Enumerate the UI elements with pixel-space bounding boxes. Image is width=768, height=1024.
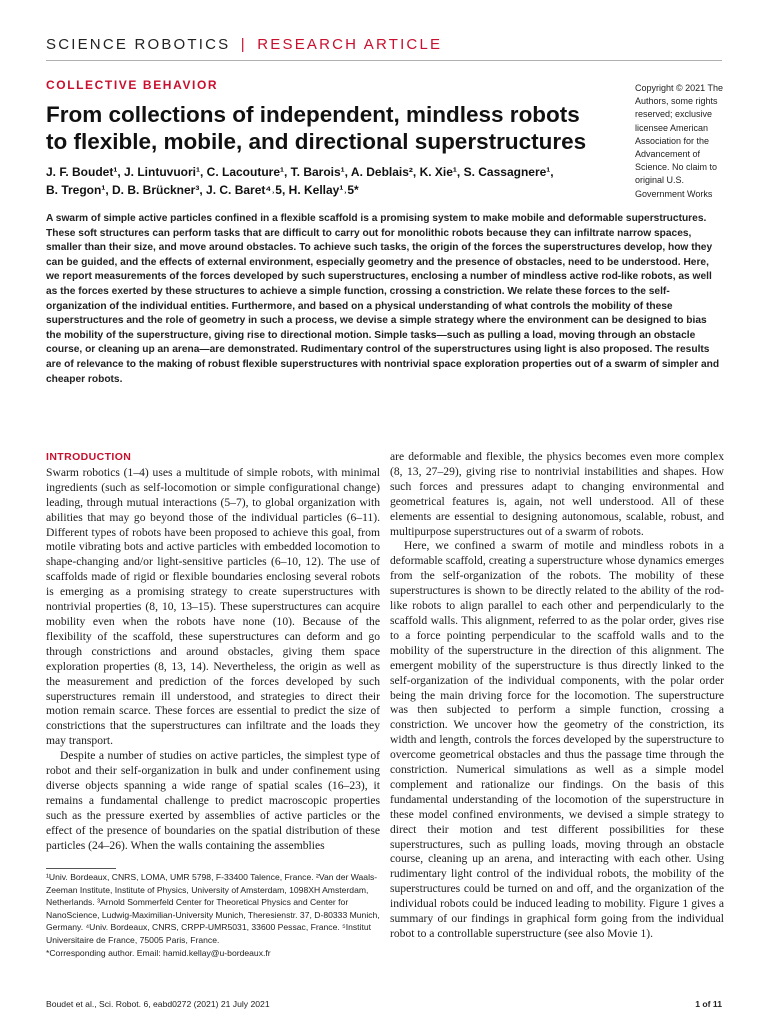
- affiliations: ¹Univ. Bordeaux, CNRS, LOMA, UMR 5798, F-33400 Talence, France. ²Van der Waals-Zeeman Institute, Institute of Physics, University of Amsterdam, 1098XH Amsterdam, Netherlands. ³Arnold Sommerfeld Center for Theoretical Physics and Center for NanoScience, Ludwig-Maximilian-University Munich, Theresienstr. 37, D-80333 Munich, Germany. ⁴Univ. Bordeaux, CNRS, CRPP-UMR5031, 33600 Pessac, France. ⁵Institut Universitaire de France, 75005 Paris, France.: [46, 872, 380, 945]
- journal-name: SCIENCE ROBOTICS: [46, 36, 231, 53]
- abstract: A swarm of simple active particles confined in a flexible scaffold is a promising system to make mobile and deformable superstructures. These soft structures can perform tasks that are difficult to carry out for monolithic robots because they can infiltrate narrow spaces, smaller than their size, and move around obstacles. To achieve such tasks, the origin of the forces the superstructures develop, how they can be guided, and the effects of external environment, especially geometry and the presence of obstacles, need to be understood. Here, we report measurements of the forces developed by such superstructures, enclosing a number of mindless active rod-like robots, as well as the forces exerted by these structures to achieve a simple function, crossing a constriction. We relate these forces to the self-organization of the individual entities. Furthermore, and based on a physical understanding of what controls the mobility of these superstructures and the role of geometry in such a process, we devise a simple strategy where the environment can be designed to bias the mobility of the superstructure, giving rise to directional motion. Simple tasks—such as pulling a load, moving through an obstacle course, or cleaning up an arena—are demonstrated. Rudimentary control of the superstructures using light is also proposed. The results are of relevance to the making of robust flexible superstructures with nontrivial space exploration properties out of a swarm of simpler and cheaper robots.: [46, 213, 720, 385]
- section-tag: COLLECTIVE BEHAVIOR: [46, 78, 219, 92]
- corresponding-author: *Corresponding author. Email: hamid.kellay@u-bordeaux.fr: [46, 947, 271, 958]
- citation-footer: Boudet et al., Sci. Robot. 6, eabd0272 (2021) 21 July 2021: [46, 999, 270, 1009]
- article-type: RESEARCH ARTICLE: [257, 36, 443, 53]
- header-separator: |: [240, 36, 247, 53]
- left-column: [46, 450, 380, 853]
- author-line-1: J. F. Boudet¹, J. Lintuvuori¹, C. Lacouture¹, T. Barois¹, A. Deblais², K. Xie¹, S. Cassagnere¹,: [46, 165, 554, 179]
- paragraph: Swarm robotics (1–4) uses a multitude of simple robots, with minimal ingredients (such as self-locomotion or simple configurational change) leading, through mutual interactions (5–7), to global organization with abilities that may go beyond those of the individual particles (6–11). Different types of robots have been proposed to achieve this goal, from motile vibrating bots and active particles with embedded locomotion to shape-changing and/or light-sensitive particles (6–10, 12). The use of scaffolds made of rigid or flexible boundaries enclosing several robots is emerging as a promising strategy to create superstructures with nontrivial properties (8, 10, 13–15). These superstructures can acquire mobility even when the robots have none (10). Because of the flexibility of the scaffold, these superstructures can deform and go through constrictions and around obstacles, giving them space exploration properties (8, 13, 14). Nevertheless, the origin as well as the measurement and prediction of the forces developed by such superstructures remain ill understood, and strategies to direct their motion remain scarce. These forces are essential to predict the size of constrictions that the superstructures can infiltrate and the loads they may transport.: [46, 465, 380, 748]
- copyright-notice: Copyright © 2021 The Authors, some rights reserved; exclusive licensee American Association for the Advancement of Science. No claim to original U.S. Government Works: [635, 83, 724, 199]
- paragraph: Despite a number of studies on active particles, the simplest type of robot and their self-organization in bulk and under confinement using diverse objects spanning a wide range of spatial scales (16–23), it remains a fundamental challenge to predict macroscopic properties such as the pressure exerted by assemblies of active particles or the effect of the presence of boundaries on the spatial distribution of these particles (24–26). When the walls containing the assemblies: [46, 749, 380, 852]
- footnotes: [46, 871, 380, 959]
- author-line-2: B. Tregon¹, D. B. Brückner³, J. C. Baret⁴˒5, H. Kellay¹˒5*: [46, 183, 359, 197]
- right-column: [390, 450, 724, 942]
- header-rule: [46, 60, 722, 61]
- journal-header: [46, 36, 442, 53]
- author-list: [46, 163, 606, 199]
- footnote-rule: [46, 868, 116, 869]
- introduction-heading: INTRODUCTION: [46, 451, 132, 463]
- article-title: From collections of independent, mindless robots to flexible, mobile, and directional superstructures: [46, 102, 587, 154]
- paragraph: Here, we confined a swarm of motile and mindless robots in a deformable scaffold, creating a superstructure whose dynamics emerges from the self-organization of the robots. The mobility of these superstructures is shown to be directly related to the ability of the rod-like robots to align parallel to each other and perpendicularly to the scaffold walls. This alignment, referred to as the polar order, gives rise to a force pointing perpendicular to the scaffold walls and to the mobility of the superstructure in the direction of this alignment. The emergent mobility of the superstructure is thus directly linked to the self-organization of the individual components, with the polar order being the main driving force for the locomotion. The superstructure was then subjected to perform a simple function, crossing a constriction. We uncover how the geometry of the constriction, its width and length, controls the forces developed by the superstructure to overcome geometrical obstacles and thus the passage time through the constriction. Numerical simulations as well as a simple model complement and rationalize our findings. On the basis of this fundamental understanding of the locomotion of the superstructure in these model confined environments, we devised a simple strategy to direct their motion and test different possibilities for these superstructures, such as pulling loads, moving through an obstacle course, cleaning up an arena, and interacting with each other. Using rudimentary light control of the individual robots, the mobility of the superstructures could be turned on and off, and the organization of the individual robots could be induced leading to mobility. Figure 1 gives a summary of our findings in graphical form going from the individual robot to a controllable superstructure (see also Movie 1).: [390, 539, 724, 940]
- paragraph: are deformable and flexible, the physics becomes even more complex (8, 13, 27–29), giving rise to nontrivial instabilities and shapes. How such forces and pressures adapt to changing environmental and geometrical features is, again, not well understood. All of these elements are essential to designing autonomous, scalable, robust, and multipurpose superstructures out of a swarm of robots.: [390, 450, 724, 538]
- page-number: 1 of 11: [695, 999, 722, 1009]
